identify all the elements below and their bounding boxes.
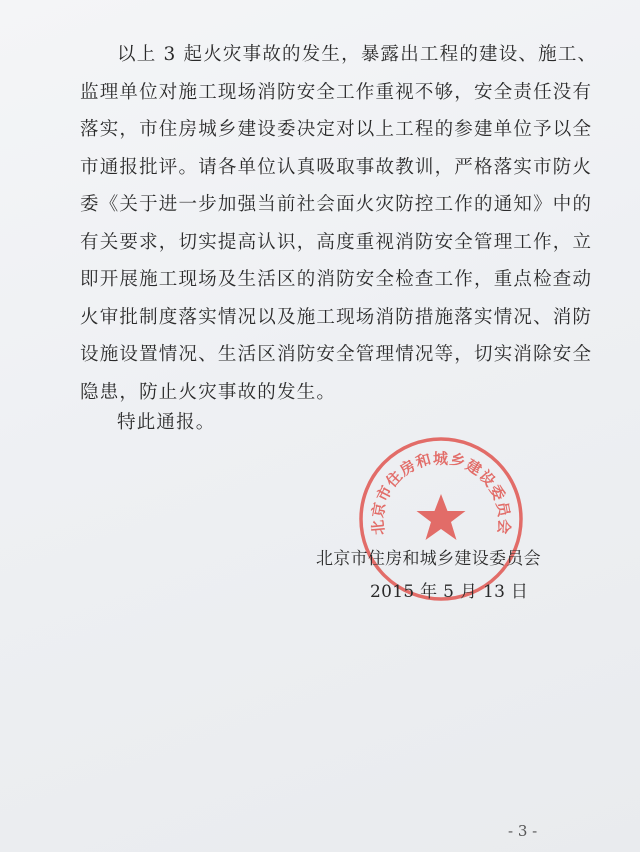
seal-star-icon xyxy=(417,494,466,540)
page-number: - 3 - xyxy=(508,822,538,840)
issue-date: 2015 年 5 月 13 日 xyxy=(370,582,529,602)
paragraph-line: 火审批制度落实情况以及施工现场消防措施落实情况、消防 xyxy=(80,306,593,328)
paragraph-line: 委《关于进一步加强当前社会面火灾防控工作的通知》中的 xyxy=(80,194,593,215)
issuer-signature: 北京市住房和城乡建设委员会 xyxy=(316,549,541,569)
seal-arc-textpath: 北京市住房和城乡建设委员会 xyxy=(368,449,514,536)
paragraph-line: 有关要求，切实提高认识，高度重视消防安全管理工作，立 xyxy=(80,231,593,253)
paragraph-line: 以上 3 起火灾事故的发生，暴露出工程的建设、施工、 xyxy=(117,44,598,65)
paragraph-line: 设施设置情况、生活区消防安全管理情况等，切实消除安全 xyxy=(80,344,593,365)
paragraph-line: 监理单位对施工现场消防安全工作重视不够，安全责任没有 xyxy=(80,81,593,103)
paragraph-line: 落实，市住房城乡建设委决定对以上工程的参建单位予以全 xyxy=(80,119,593,140)
closing-statement: 特此通报。 xyxy=(117,412,216,433)
notice-paragraph xyxy=(80,36,598,411)
paragraph-line: 市通报批评。请各单位认真吸取事故教训，严格落实市防火 xyxy=(80,156,593,178)
paragraph-line: 即开展施工现场及生活区的消防安全检查工作，重点检查动 xyxy=(80,269,593,290)
paragraph-line: 隐患，防止火灾事故的发生。 xyxy=(80,381,337,403)
